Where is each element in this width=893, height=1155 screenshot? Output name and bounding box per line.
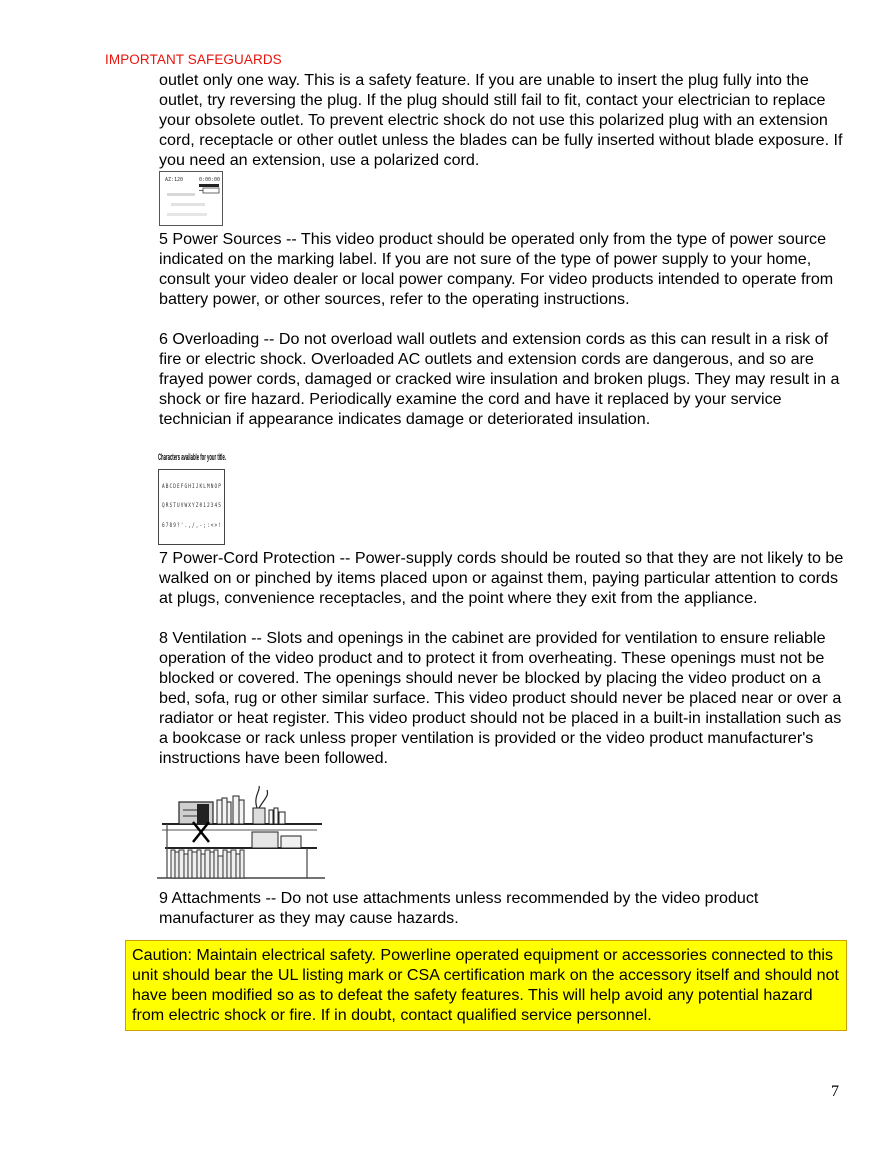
character-table-figure — [157, 450, 227, 546]
character-table-title: Characters available for your title. — [158, 452, 226, 462]
page-number: 7 — [831, 1083, 839, 1100]
paragraph-ventilation: 8 Ventilation -- Slots and openings in the cabinet are provided for ventilation to ensure reliable operation of the video product and to protect it from overheating. These openings must not be blocked or covered. The openings should never be blocked by placing the video product on a bed, sofa, rug or other similar surface. This video product should never be placed near or over a radiator or heat register. This video product should not be placed in a built-in installation such as a bookcase or rack unless proper ventilation is provided or the video product manufacturer's instructions have been followed. — [159, 629, 842, 767]
paragraph-overloading: 6 Overloading -- Do not overload wall outlets and extension cords as this can result in a risk of fire or electric shock. Overloaded AC outlets and extension cords are dangerous, and so are frayed power cords, damaged or cracked wire insulation and broken plugs. They may result in a shock or fire hazard. Periodically examine the cord and have it replaced by your service technician if appearance indicates damage or deteriorated insulation. — [159, 330, 840, 428]
osd-right-text: 0:00:00 — [199, 177, 221, 183]
paragraph-power-cord-protection: 7 Power-Cord Protection -- Power-supply cords should be routed so that they are not likely to be walked on or pinched by items placed upon or against them, paying particular attention to cords at plugs, convenience receptacles, and the point where they exit from the appliance. — [159, 549, 844, 607]
caution-box: Caution: Maintain electrical safety. Powerline operated equipment or accessories connected to this unit should bear the UL listing mark or CSA certification mark on the accessory itself and should not have been modified so as to defeat the safety features. This will help avoid any potential hazard from electric shock or fire. If in doubt, contact qualified service personnel. — [125, 940, 847, 1031]
bookcase-illustration — [157, 786, 325, 883]
character-table-row-1: ABCDEFGHIJKLMNOP — [162, 482, 222, 490]
page-header: IMPORTANT SAFEGUARDS — [105, 52, 282, 67]
paragraph-attachments: 9 Attachments -- Do not use attachments unless recommended by the video product manufacturer as they may cause hazards. — [159, 889, 759, 927]
osd-left-text: AZ:120 — [165, 177, 184, 183]
character-table-row-3: 6789?'.,/,-;:<>! — [162, 521, 222, 529]
character-table-row-2: QRSTUVWXYZ012345 — [162, 501, 222, 509]
paragraph-power-sources: 5 Power Sources -- This video product should be operated only from the type of power source indicated on the marking label. If you are not sure of the type of power supply to your home, consult your video dealer or local power company. For video products intended to operate from battery power, or other sources, refer to the operating instructions. — [159, 230, 834, 308]
paragraph-polarized-plug: outlet only one way. This is a safety feature. If you are unable to insert the plug fully into the outlet, try reversing the plug. If the plug should still fail to fit, contact your electrician to replace your obsolete outlet. To prevent electric shock do not use this polarized plug with an extension cord, receptacle or other outlet unless the blades can be fully inserted without blade exposure. If you need an extension, use a polarized cord. — [159, 71, 843, 169]
osd-screen-figure — [159, 171, 223, 226]
